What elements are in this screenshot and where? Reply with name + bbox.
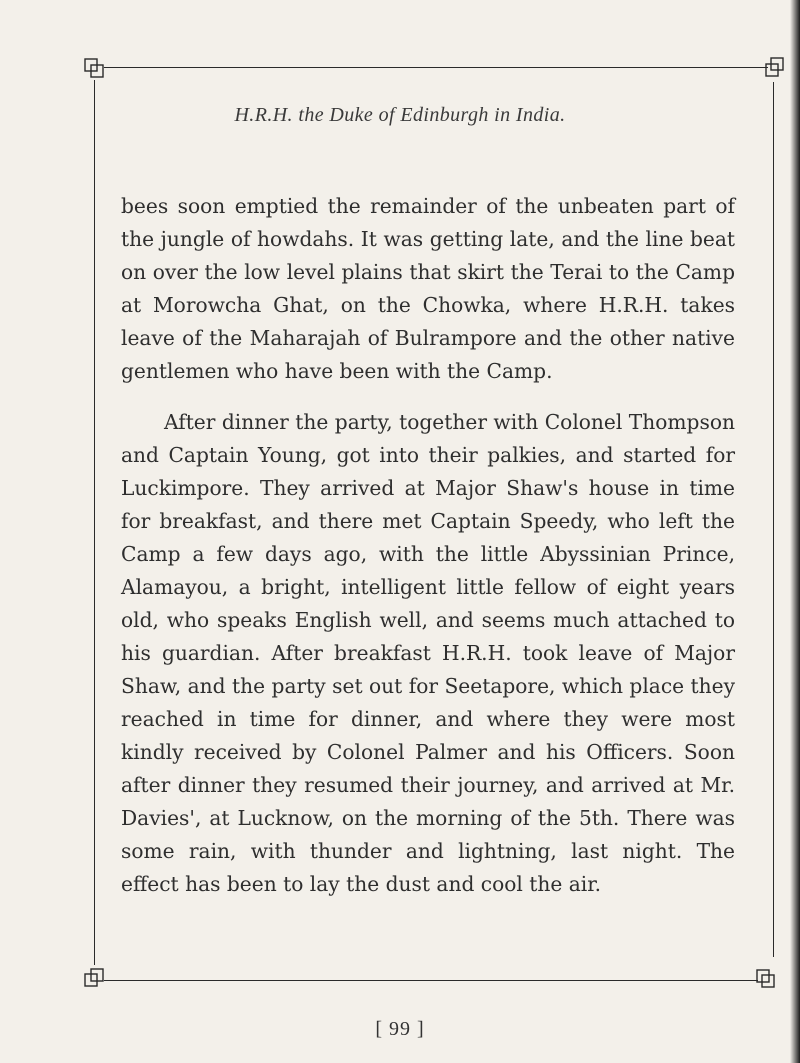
frame-top-rule <box>104 67 768 68</box>
body-text <box>121 190 735 901</box>
frame-left-rule <box>94 80 95 965</box>
frame-right-rule <box>773 82 774 957</box>
page-number: [ 99 ] <box>375 1018 425 1040</box>
paragraph: bees soon emptied the remainder of the unbeaten part of the jungle of howdahs. It was getting late, and the line beat on over the low level plains that skirt the Terai to the Camp at Morowcha Ghat, on the Chowka, where H.R.H. takes leave of the Maharajah of Bulrampore and the other native gentlemen who have been with the Camp. <box>121 194 735 383</box>
corner-ornament-top-left-icon <box>84 58 102 76</box>
paragraph: After dinner the party, together with Colonel Thompson and Captain Young, got into their palkies, and started for Luckimpore. They arrived at Major Shaw's house in time for breakfast, and there met Captain Speedy, who left the Camp a few days ago, with the little Abyssinian Prince, Alamayou, a bright, intelligent little fellow of eight years old, who speaks English well, and seems much attached to his guardian. After breakfast H.R.H. took leave of Major Shaw, and the party set out for Seetapore, which place they reached in time for dinner, and where they were most kindly received by Colonel Palmer and his Officers. Soon after dinner they resumed their journey, and arrived at Mr. Davies', at Lucknow, on the morning of the 5th. There was some rain, with thunder and lightning, last night. The effect has been to lay the dust and cool the air. <box>121 410 735 896</box>
corner-ornament-bottom-right-icon <box>756 969 774 987</box>
corner-ornament-bottom-left-icon <box>84 968 102 986</box>
running-head: H.R.H. the Duke of Edinburgh in India. <box>234 104 566 126</box>
page-edge-shadow <box>790 0 800 1063</box>
frame-bottom-rule <box>104 980 758 981</box>
corner-ornament-top-right-icon <box>765 57 783 75</box>
